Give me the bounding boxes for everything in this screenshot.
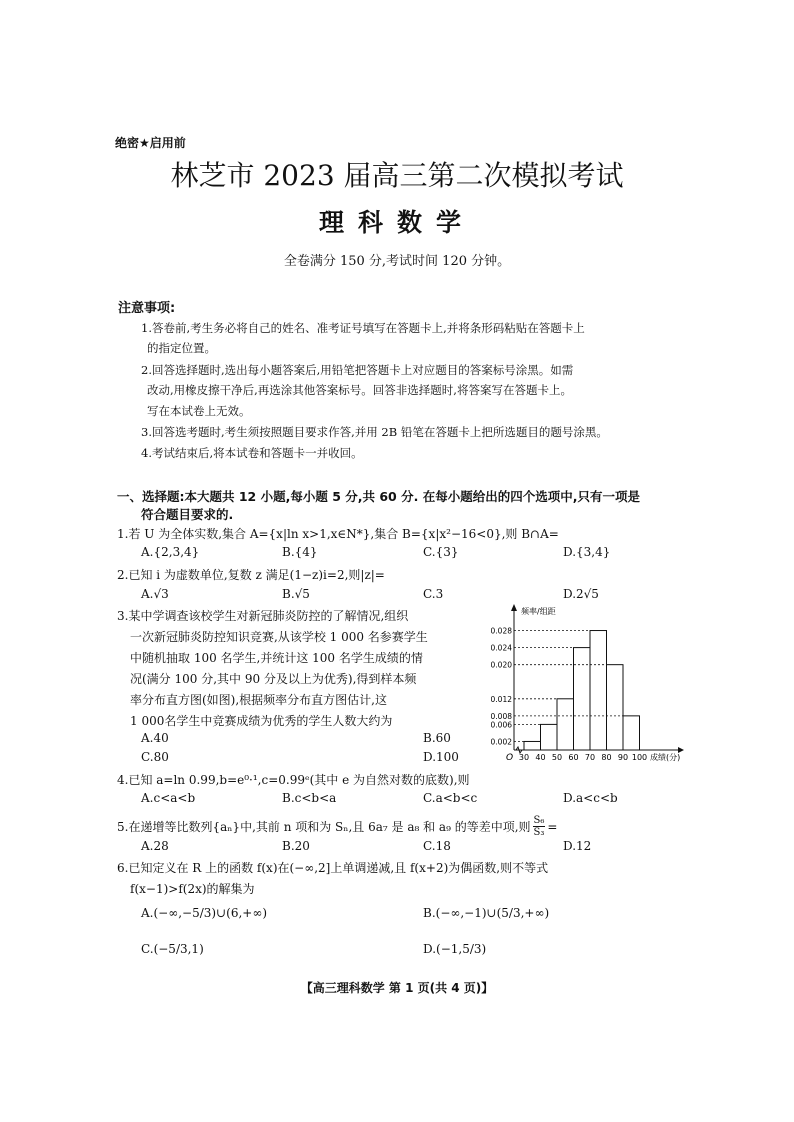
question-1-stem: 1.若 U 为全体实数,集合 A={x|ln x>1,x∈N*},集合 B={x|x²−16<0},则 B∩A=	[117, 527, 559, 541]
y-tick-label: 0.006	[490, 720, 512, 730]
q1-option-d: D.{3,4}	[563, 545, 611, 559]
origin-label: O	[506, 753, 514, 763]
q3-option-d: D.100	[423, 750, 459, 764]
question-3-line: 况(满分 100 分,其中 90 分及以上为优秀),得到样本频	[130, 672, 417, 686]
q5-stem-end: =	[547, 819, 558, 834]
exam-info: 全卷满分 150 分,考试时间 120 分钟。	[283, 254, 511, 269]
q6-option-a: A.(−∞,−5/3)∪(6,+∞)	[141, 906, 267, 920]
q1-option-a: A.{2,3,4}	[141, 545, 200, 559]
y-tick-label: 0.028	[490, 626, 512, 636]
q3-option-b: B.60	[423, 731, 451, 745]
histogram-bar	[607, 665, 624, 750]
q6-option-d: D.(−1,5/3)	[423, 942, 487, 956]
x-tick-label: 50	[551, 753, 563, 762]
q3-option-c: C.80	[141, 750, 169, 764]
confidential-mark: 绝密★启用前	[115, 136, 186, 150]
section-heading: 一、选择题:本大题共 12 小题,每小题 5 分,共 60 分. 在每小题给出的四个选项中,只有一项是	[117, 489, 640, 504]
question-2-stem: 2.已知 i 为虚数单位,复数 z 满足(1−z)i=2,则|z|=	[117, 568, 385, 582]
question-5-stem	[117, 815, 557, 838]
notice-line: 3.回答选考题时,考生须按照题目要求作答,并用 2B 铅笔在答题卡上把所选题目的题号涂黑。	[141, 425, 608, 439]
histogram-bar	[524, 741, 541, 750]
y-tick-label: 0.008	[490, 711, 512, 721]
q5-stem-text: 5.在递增等比数列{aₙ}中,其前 n 项和为 Sₙ,且 6a₇ 是 a₈ 和 a₉ 的等差中项,则	[117, 820, 531, 834]
notice-heading: 注意事项:	[118, 301, 176, 316]
subject-title: 理科数学	[318, 208, 475, 237]
q6-option-c: C.(−5/3,1)	[141, 942, 204, 956]
q3-option-a: A.40	[141, 731, 169, 745]
notice-line: 的指定位置。	[147, 341, 216, 355]
question-6-stem: 6.已知定义在 R 上的函数 f(x)在(−∞,2]上单调递减,且 f(x+2)为偶函数,则不等式	[117, 861, 549, 875]
question-3-line: 一次新冠肺炎防控知识竞赛,从该学校 1 000 名参赛学生	[130, 630, 428, 644]
q2-option-b: B.√5	[282, 587, 310, 601]
q2-option-a: A.√3	[141, 587, 169, 601]
y-tick-label: 0.002	[490, 737, 512, 747]
x-tick-label: 90	[617, 753, 629, 762]
x-axis-label: 成绩(分)	[650, 753, 681, 762]
q5-option-c: C.18	[423, 839, 451, 853]
histogram-bar	[623, 716, 640, 750]
q4-option-b: B.c<b<a	[282, 791, 337, 805]
x-tick-label: 80	[601, 753, 612, 762]
q2-option-c: C.3	[423, 587, 444, 601]
x-tick-label: 100	[631, 753, 648, 762]
q5-fraction-denominator: S₃	[533, 827, 545, 838]
y-tick-label: 0.024	[490, 643, 512, 653]
histogram-bar	[590, 631, 607, 750]
question-6-stem-cont: f(x−1)>f(2x)的解集为	[130, 882, 255, 896]
x-tick-label: 40	[535, 753, 546, 762]
frequency-histogram	[488, 602, 688, 770]
q5-fraction	[533, 815, 546, 838]
q5-option-a: A.28	[141, 839, 169, 853]
histogram-bar	[541, 724, 558, 750]
q4-option-c: C.a<b<c	[423, 791, 478, 805]
question-3-line: 率分布直方图(如图),根据频率分布直方图估计,这	[130, 693, 387, 707]
question-3-line: 1 000名学生中竞赛成绩为优秀的学生人数大约为	[130, 714, 393, 728]
q1-option-c: C.{3}	[423, 545, 459, 559]
q1-option-b: B.{4}	[282, 545, 318, 559]
exam-title: 林芝市 2023 届高三第二次模拟考试	[170, 159, 624, 192]
q5-option-b: B.20	[282, 839, 310, 853]
x-tick-label: 60	[568, 753, 579, 762]
notice-line: 1.答卷前,考生务必将自己的姓名、准考证号填写在答题卡上,并将条形码粘贴在答题卡上	[141, 321, 585, 335]
y-axis-arrow	[511, 604, 517, 611]
y-tick-label: 0.020	[490, 660, 512, 670]
page-footer: 【高三理科数学 第 1 页(共 4 页)】	[300, 981, 494, 995]
notice-line: 改动,用橡皮擦干净后,再选涂其他答案标号。回答非选择题时,将答案写在答题卡上。	[147, 383, 572, 397]
notice-line: 2.回答选择题时,选出每小题答案后,用铅笔把答题卡上对应题目的答案标号涂黑。如需	[141, 363, 574, 377]
q4-option-a: A.c<a<b	[141, 791, 196, 805]
q2-option-d: D.2√5	[563, 587, 599, 601]
y-tick-label: 0.012	[490, 694, 512, 704]
notice-line: 4.考试结束后,将本试卷和答题卡一并收回。	[141, 446, 363, 460]
x-tick-label: 30	[518, 753, 530, 762]
x-tick-label: 70	[584, 753, 596, 762]
q5-option-d: D.12	[563, 839, 592, 853]
q5-fraction-numerator: S₆	[533, 815, 545, 826]
question-4-stem: 4.已知 a=ln 0.99,b=e⁰·¹,c=0.99ᵉ(其中 e 为自然对数的底数),则	[117, 773, 470, 787]
y-axis-label: 频率/组距	[521, 607, 556, 616]
notice-line: 写在本试卷上无效。	[147, 404, 251, 418]
q4-option-d: D.a<c<b	[563, 791, 618, 805]
q6-option-b: B.(−∞,−1)∪(5/3,+∞)	[423, 906, 550, 920]
question-3-line: 中随机抽取 100 名学生,并统计这 100 名学生成绩的情	[130, 651, 423, 665]
question-3-line: 3.某中学调查该校学生对新冠肺炎防控的了解情况,组织	[117, 609, 409, 623]
histogram-bar	[557, 699, 574, 750]
histogram-bar	[574, 648, 591, 750]
section-heading-cont: 符合题目要求的.	[141, 507, 234, 522]
